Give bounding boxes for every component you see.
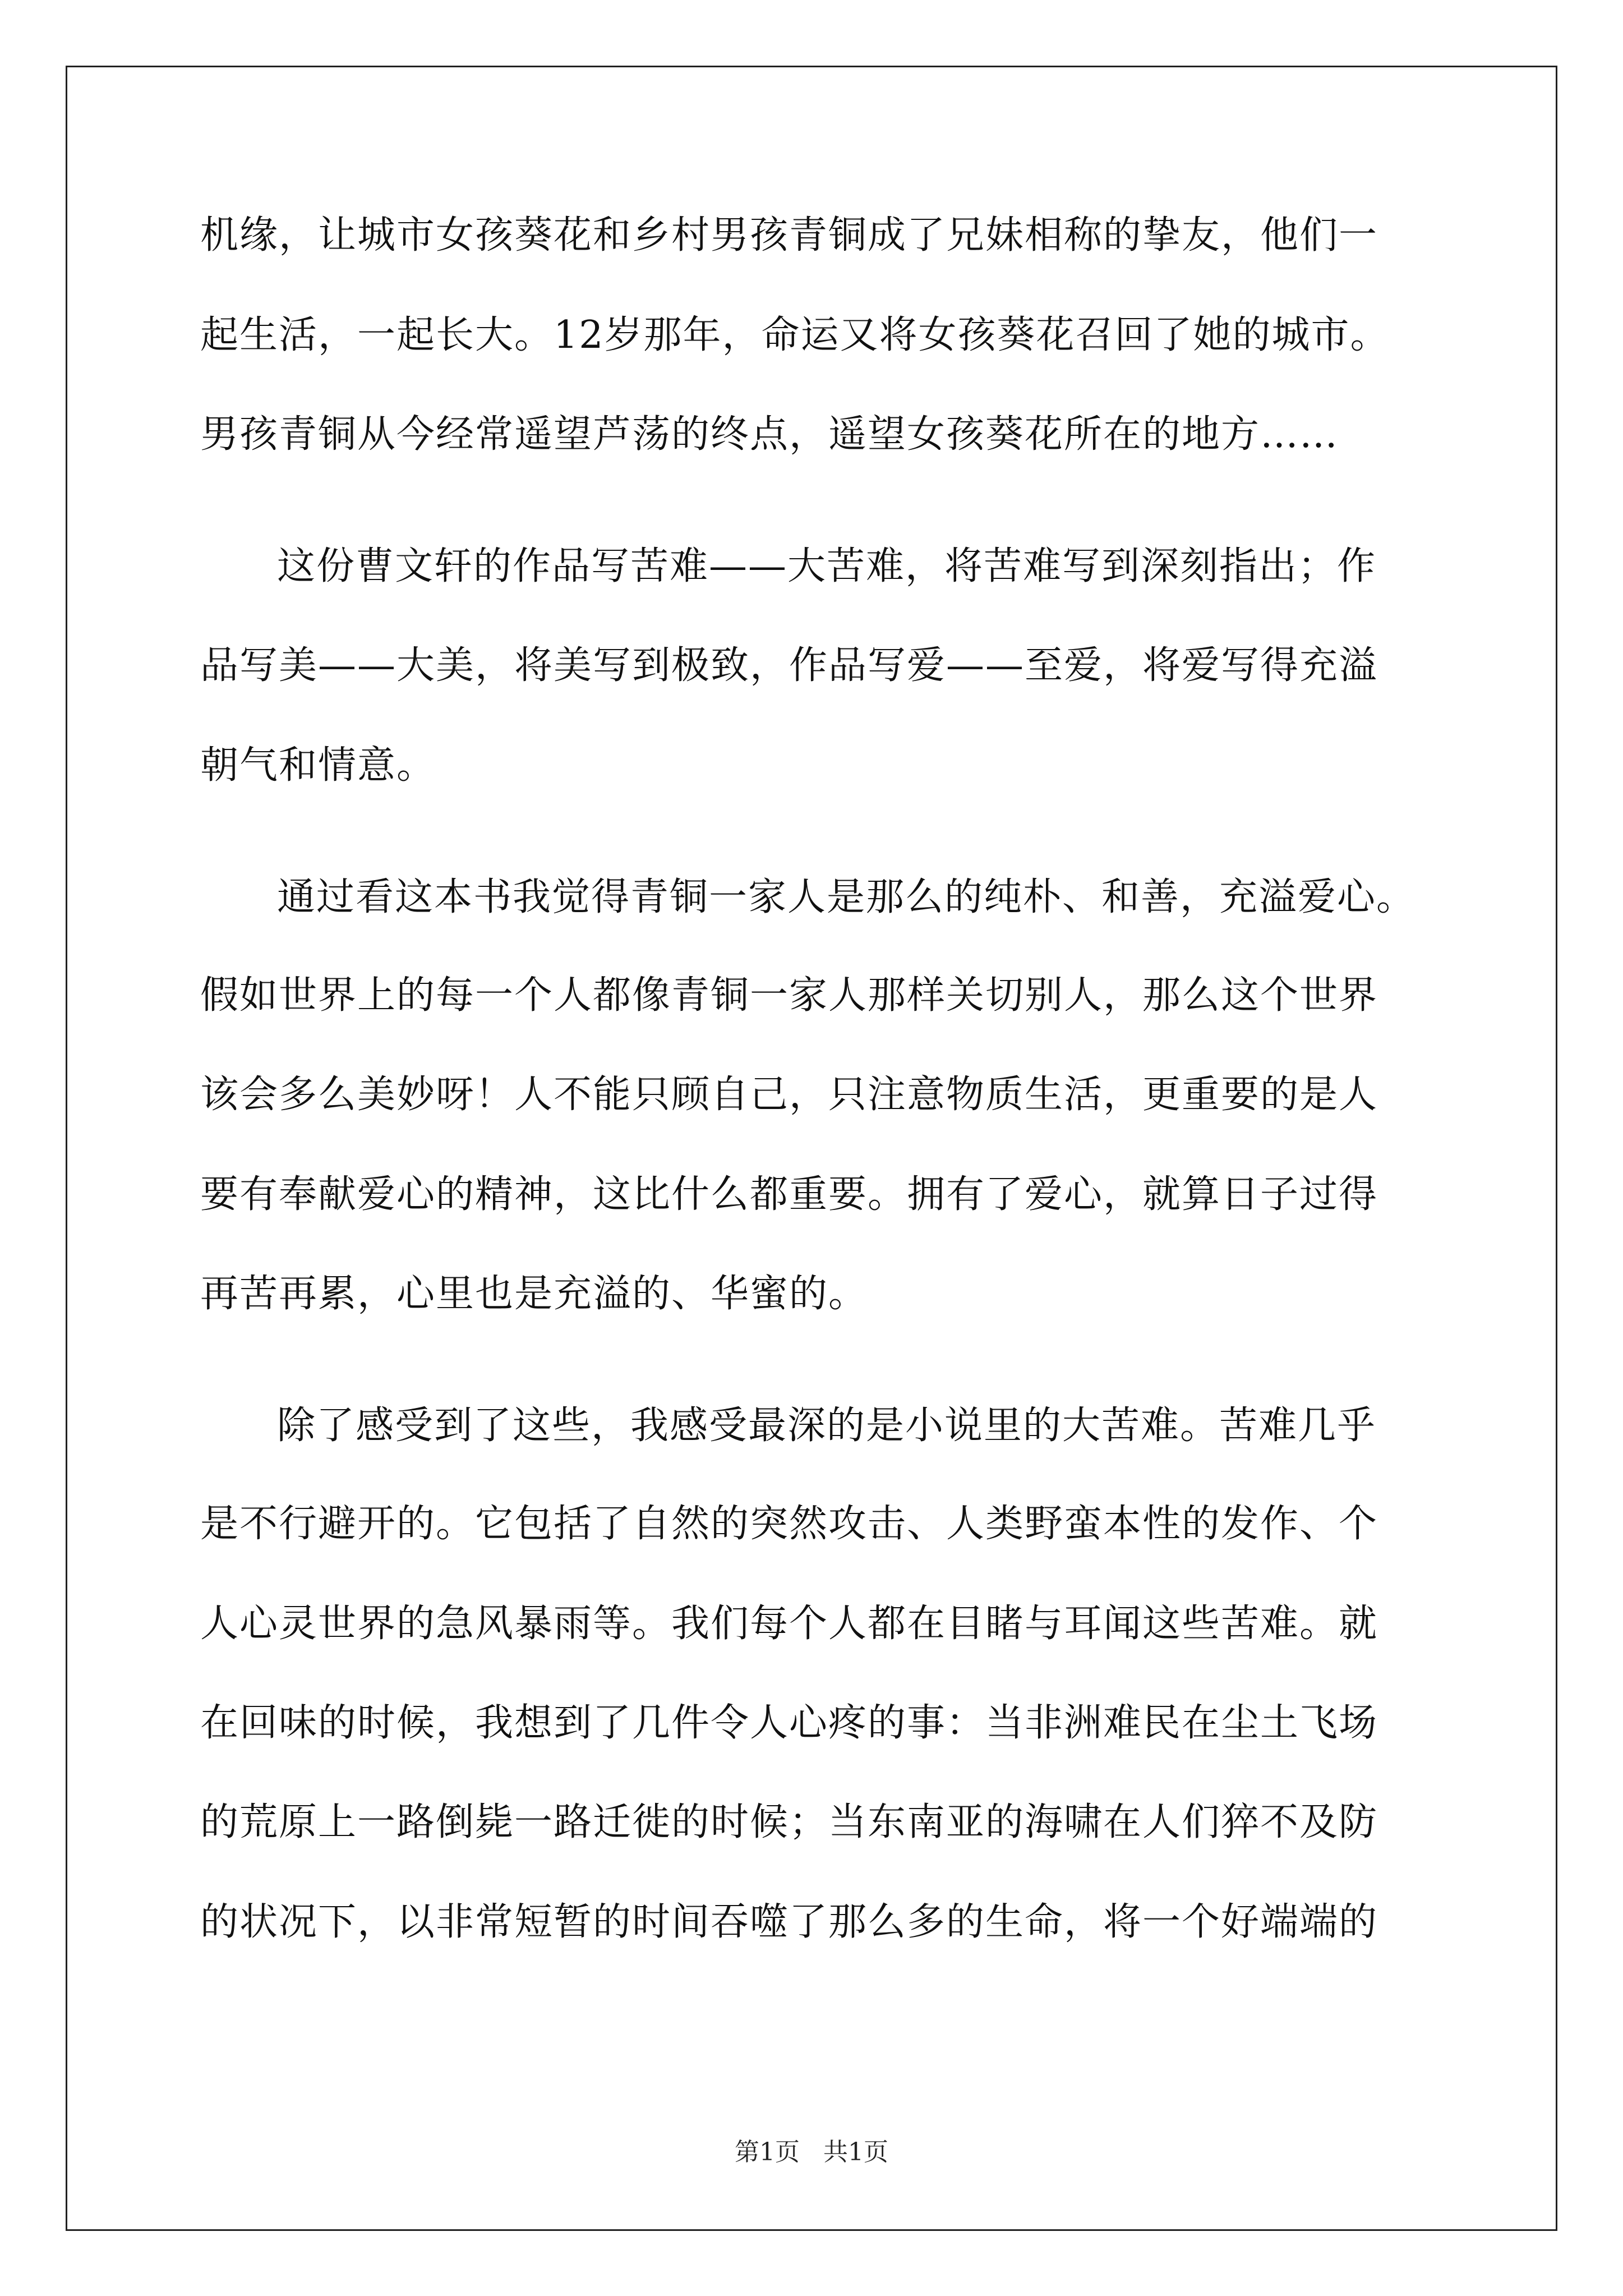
text-line: 假如世界上的每一个人都像青铜一家人那样关切别人，那么这个世界 — [200, 973, 1378, 1018]
text-line: 是不行避开的。它包括了自然的突然攻击、人类野蛮本性的发作、个 — [200, 1502, 1378, 1546]
page-total: 共1页 — [823, 2138, 888, 2166]
text-line: 要有奉献爱心的精神，这比什么都重要。拥有了爱心，就算日子过得 — [200, 1172, 1378, 1217]
text-line: 起生活，一起长大。12岁那年，命运又将女孩葵花召回了她的城市。 — [200, 313, 1390, 357]
text-line: 该会多么美妙呀！人不能只顾自己，只注意物质生活，更重要的是人 — [200, 1073, 1378, 1117]
text-line: 机缘，让城市女孩葵花和乡村男孩青铜成了兄妹相称的挚友，他们一 — [200, 213, 1378, 257]
text-line: 品写美——大美，将美写到极致，作品写爱——至爱，将爱写得充溢 — [200, 643, 1378, 688]
paragraph-start-line: 这份曹文轩的作品写苦难——大苦难，将苦难写到深刻指出；作 — [277, 544, 1377, 588]
text-line: 的状况下，以非常短暂的时间吞噬了那么多的生命，将一个好端端的 — [200, 1900, 1378, 1944]
paragraph-start-line: 通过看这本书我觉得青铜一家人是那么的纯朴、和善，充溢爱心。 — [277, 875, 1416, 919]
text-line: 在回味的时候，我想到了几件令人心疼的事：当非洲难民在尘土飞场 — [200, 1701, 1378, 1745]
paragraph-start-line: 除了感受到了这些，我感受最深的是小说里的大苦难。苦难几乎 — [277, 1404, 1377, 1448]
page-footer — [0, 2132, 1623, 2168]
text-line: 再苦再累，心里也是充溢的、华蜜的。 — [200, 1272, 868, 1316]
text-line: 人心灵世界的急风暴雨等。我们每个人都在目睹与耳闻这些苦难。就 — [200, 1602, 1378, 1646]
page-number: 第1页 — [735, 2138, 800, 2166]
text-line: 男孩青铜从今经常遥望芦荡的终点，遥望女孩葵花所在的地方…… — [200, 412, 1339, 457]
text-line: 的荒原上一路倒毙一路迁徙的时候；当东南亚的海啸在人们猝不及防 — [200, 1800, 1378, 1844]
text-line: 朝气和情意。 — [200, 743, 436, 788]
